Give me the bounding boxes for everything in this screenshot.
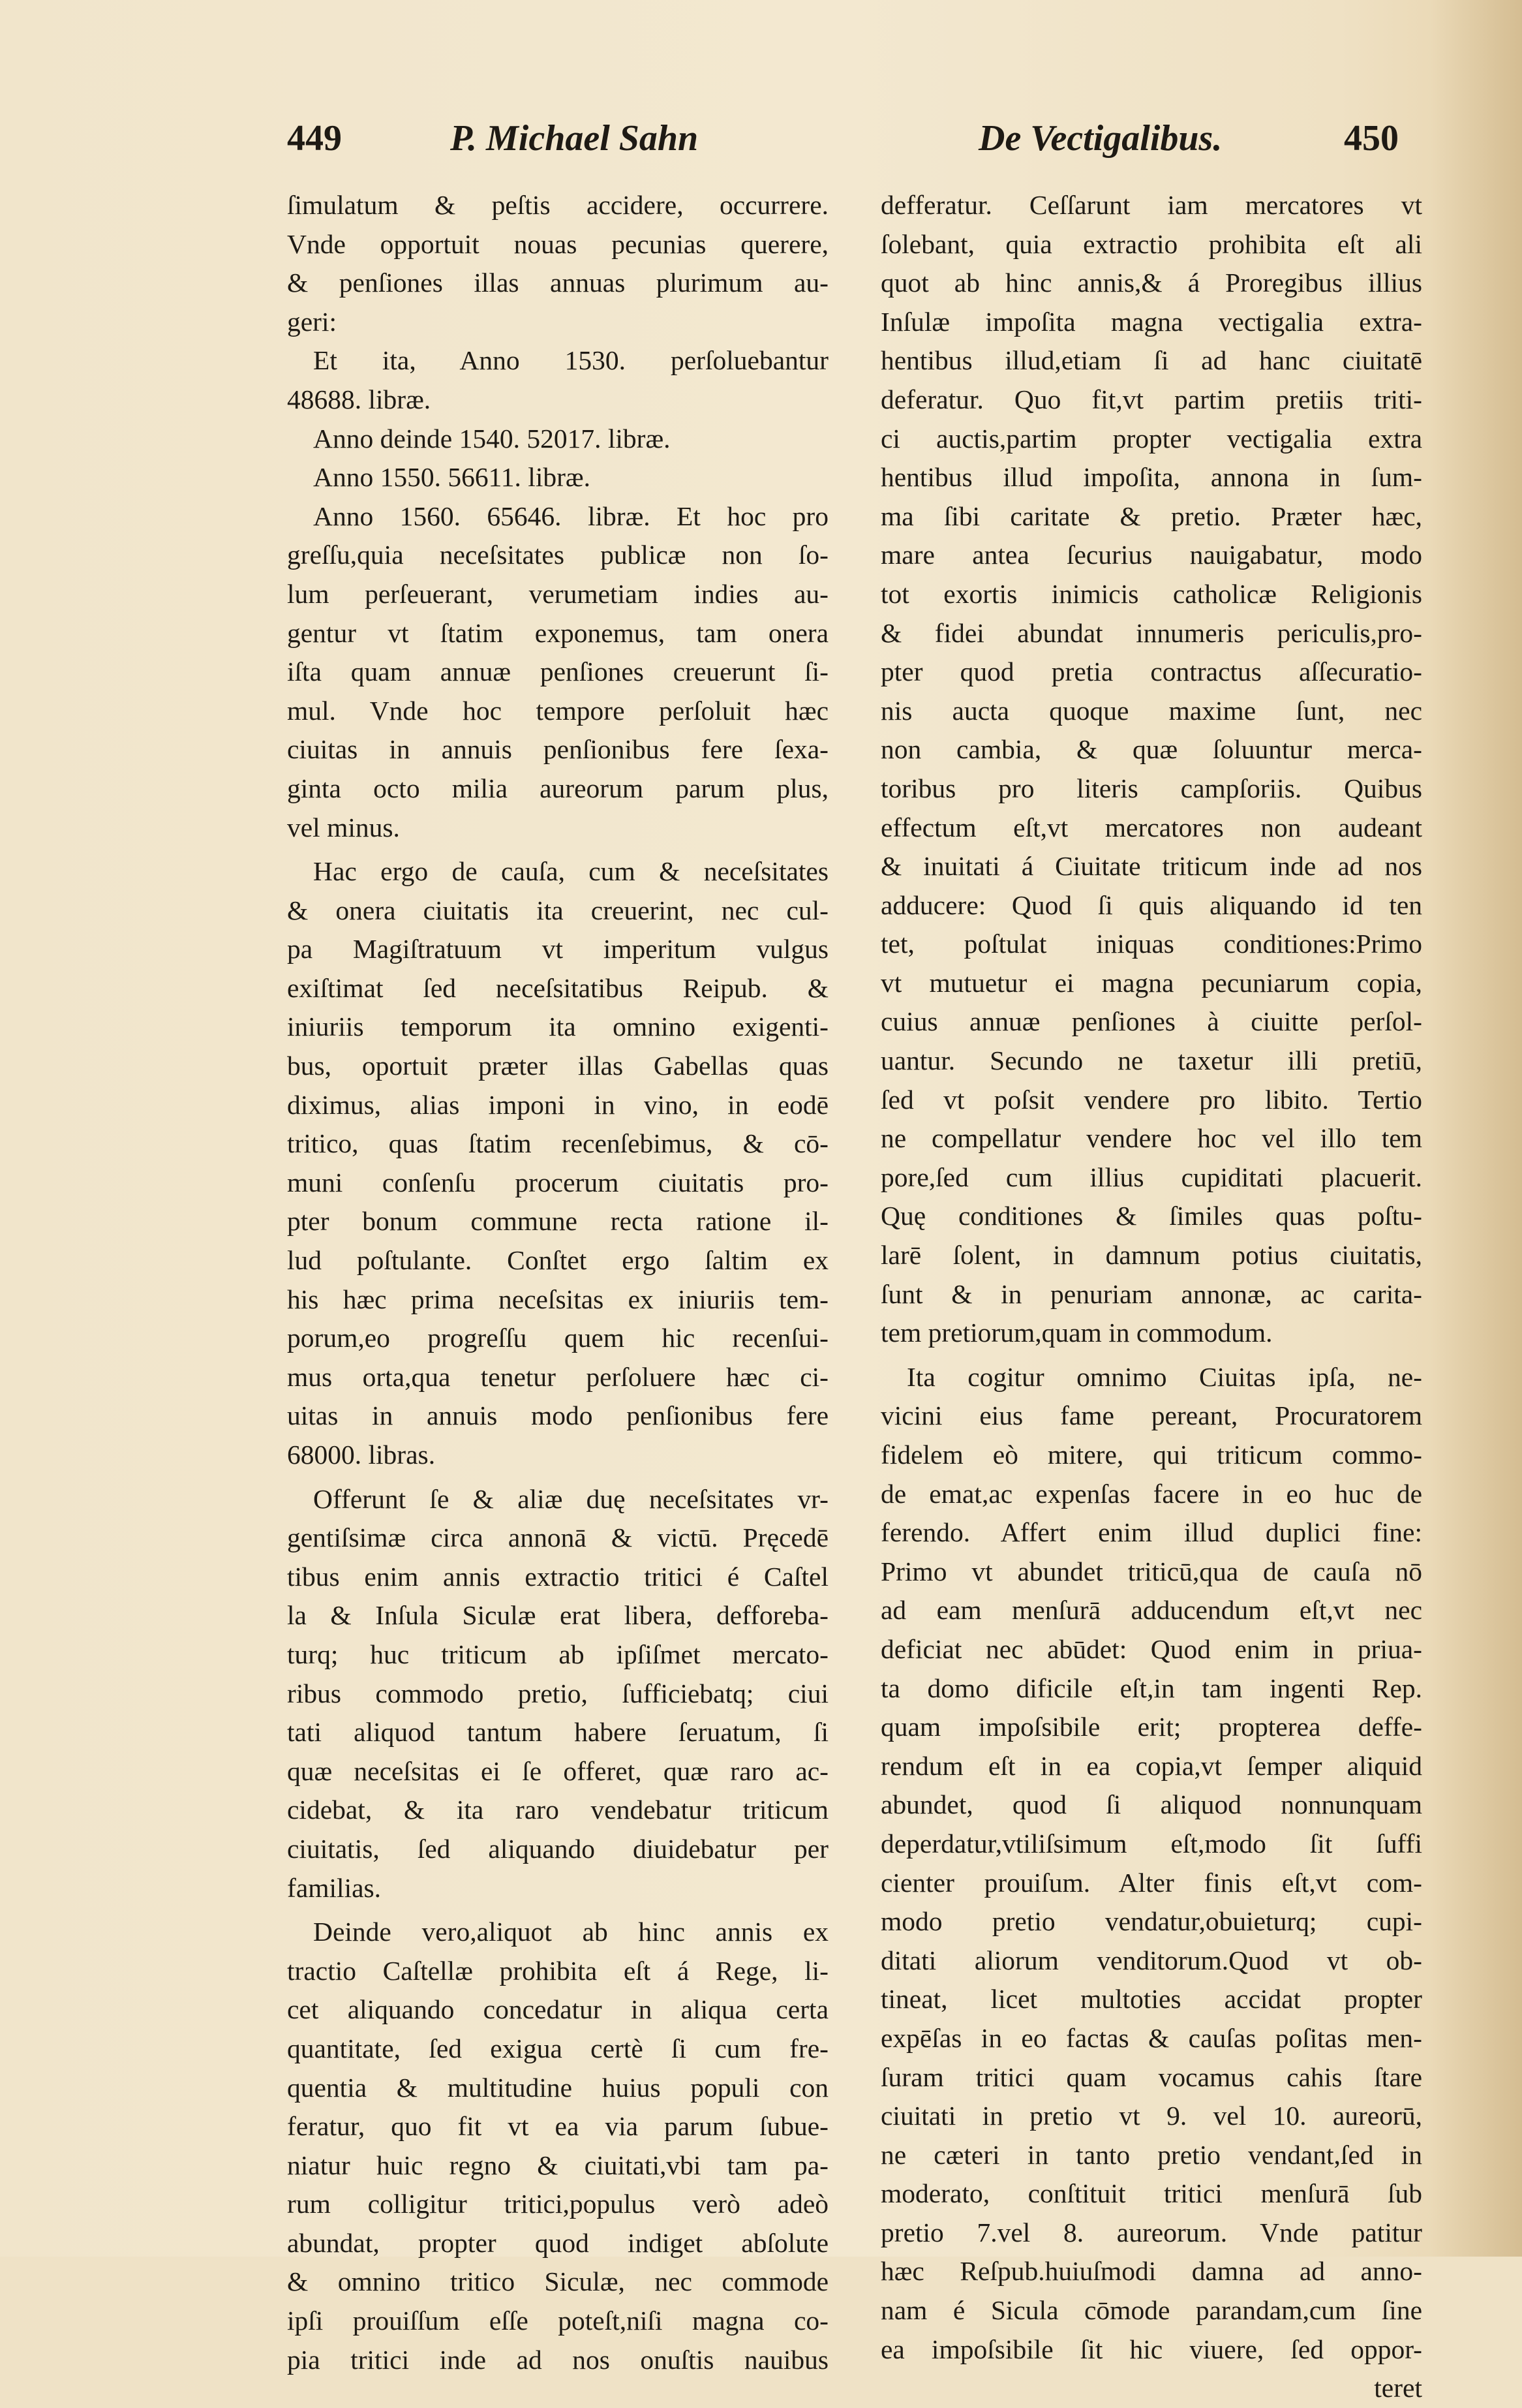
- right-text-column: [881, 186, 1422, 2408]
- text-line: lum perſeuerant, verumetiam indies au-: [287, 578, 829, 609]
- text-line: ſuram tritici quam vocamus cahis ſtare: [881, 2061, 1422, 2092]
- text-line: Anno 1560. 65646. libræ. Et hoc pro: [313, 501, 829, 531]
- text-line: rum colligitur tritici,populus verò adeò: [287, 2189, 829, 2219]
- text-line: deficiat nec abūdet: Quod enim in priua-: [881, 1633, 1422, 1664]
- text-line: hentibus illud impoſita, annona in ſum-: [881, 462, 1422, 493]
- text-line: pore,ſed cum illius cupiditati placuerit.: [881, 1162, 1422, 1192]
- text-line: ſolebant, quia extractio prohibita eſt ali: [881, 228, 1422, 259]
- text-line: la & Inſula Siculæ erat libera, defforeba-: [287, 1600, 829, 1631]
- text-line: Deinde vero,aliquot ab hinc annis ex: [313, 1917, 829, 1947]
- text-line: pia tritici inde ad nos onuſtis nauibus: [287, 2344, 829, 2375]
- text-line: & onera ciuitatis ita creuerint, nec cul-: [287, 895, 829, 925]
- text-line: hentibus illud,etiam ſi ad hanc ciuitatē: [881, 345, 1422, 376]
- text-line: ciuitatis, ſed aliquando diuidebatur per: [287, 1833, 829, 1864]
- text-line: ciuitas in annuis penſionibus fere ſexa-: [287, 734, 829, 765]
- text-line: tibus enim annis extractio tritici é Caſtel: [287, 1561, 829, 1592]
- text-line: lud poſtulante. Conſtet ergo ſaltim ex: [287, 1245, 829, 1276]
- text-line: ci auctis,partim propter vectigalia extra: [881, 423, 1422, 454]
- text-line: Offerunt ſe & aliæ duę neceſsitates vr-: [313, 1483, 829, 1514]
- text-line: teret: [1374, 2373, 1422, 2403]
- text-line: familias.: [287, 1872, 382, 1903]
- text-line: Inſulæ impoſita magna vectigalia extra-: [881, 306, 1422, 337]
- text-line: vicini eius fame pereant, Procuratorem: [881, 1400, 1422, 1431]
- text-line: toribus pro literis campſoriis. Quibus: [881, 773, 1422, 803]
- text-line: nis aucta quoque maxime ſunt, nec: [881, 695, 1422, 726]
- text-line: & omnino tritico Siculæ, nec commode: [287, 2266, 829, 2297]
- text-line: ſunt & in penuriam annonæ, ac carita-: [881, 1278, 1422, 1309]
- text-line: ea impoſsibile ſit hic viuere, ſed oppor-: [881, 2334, 1422, 2364]
- text-line: hæc Reſpub.huiuſmodi damna ad anno-: [881, 2256, 1422, 2287]
- text-line: 68000. libras.: [287, 1440, 436, 1470]
- text-line: nam é Sicula cōmode parandam,cum ſine: [881, 2295, 1422, 2326]
- text-line: expēſas in eo factas & cauſas poſitas men-: [881, 2022, 1422, 2053]
- text-line: de emat,ac expenſas facere in eo huc de: [881, 1478, 1422, 1509]
- text-line: mare antea ſecurius nauigabatur, modo: [881, 540, 1422, 570]
- text-line: Anno deinde 1540. 52017. libræ.: [313, 423, 671, 454]
- text-line: rendum eſt in ea copia,vt ſemper aliquid: [881, 1750, 1422, 1781]
- text-line: quantitate, ſed exigua certè ſi cum fre-: [287, 2033, 829, 2063]
- text-line: Hac ergo de cauſa, cum & neceſsitates: [313, 856, 829, 887]
- text-line: quæ neceſsitas ei ſe offeret, quæ raro ac-: [287, 1755, 829, 1786]
- text-line: & inuitati á Ciuitate triticum inde ad nos: [881, 851, 1422, 882]
- text-line: adducere: Quod ſi quis aliquando id ten: [881, 889, 1422, 920]
- text-line: uitas in annuis modo penſionibus fere: [287, 1400, 829, 1431]
- right-running-head: De Vectigalibus.: [979, 118, 1223, 159]
- text-line: ne compellatur vendere hoc vel illo tem: [881, 1123, 1422, 1154]
- left-text-column: [287, 186, 829, 2379]
- text-line: geri:: [287, 306, 337, 337]
- text-line: ditati aliorum venditorum.Quod vt ob-: [881, 1945, 1422, 1975]
- text-line: non cambia, & quæ ſoluuntur merca-: [881, 734, 1422, 765]
- text-line: gentur vt ſtatim exponemus, tam onera: [287, 617, 829, 648]
- text-line: ipſi prouiſſum eſſe poteſt,niſi magna co-: [287, 2306, 829, 2336]
- text-line: deperdatur,vtiliſsimum eſt,modo ſit ſuffi: [881, 1828, 1422, 1859]
- text-line: vel minus.: [287, 812, 400, 842]
- text-line: deferatur. Quo fit,vt partim pretiis triti-: [881, 384, 1422, 414]
- text-line: his hæc prima neceſsitas ex iniuriis tem-: [287, 1284, 829, 1314]
- text-line: ſed vt poſsit vendere pro libito. Tertio: [881, 1084, 1422, 1115]
- text-line: tineat, licet multoties accidat propter: [881, 1984, 1422, 2014]
- text-line: feratur, quo fit vt ea via parum ſubue-: [287, 2111, 829, 2142]
- text-line: tem pretiorum,quam in commodum.: [881, 1318, 1273, 1348]
- text-line: tet, poſtulat iniquas conditiones:Primo: [881, 929, 1422, 959]
- text-line: pter bonum commune recta ratione il-: [287, 1206, 829, 1237]
- text-line: tati aliquod tantum habere ſeruatum, ſi: [287, 1717, 829, 1748]
- text-line: exiſtimat ſed neceſsitatibus Reipub. &: [287, 972, 829, 1003]
- text-line: modo pretio vendatur,obuieturq; cupi-: [881, 1906, 1422, 1937]
- text-line: diximus, alias imponi in vino, in eodē: [287, 1089, 829, 1120]
- page-edge-shadow: [1431, 0, 1522, 2257]
- text-line: Et ita, Anno 1530. perſoluebantur: [313, 345, 829, 376]
- text-line: quam impoſsibile erit; propterea deffe-: [881, 1712, 1422, 1742]
- left-page-number: 449: [287, 118, 342, 159]
- text-line: ciuitati in pretio vt 9. vel 10. aureorū,: [881, 2101, 1422, 2131]
- text-line: quot ab hinc annis,& á Proregibus illius: [881, 268, 1422, 298]
- text-line: ſimulatum & peſtis accidere, occurrere.: [287, 190, 829, 220]
- text-line: Primo vt abundet triticū,qua de cauſa nō: [881, 1556, 1422, 1586]
- text-line: ne cæteri in tanto pretio vendant,ſed in: [881, 2139, 1422, 2170]
- text-line: fidelem eò mitere, qui triticum commo-: [881, 1440, 1422, 1470]
- text-line: moderato, conſtituit tritici menſurā ſub: [881, 2178, 1422, 2209]
- text-line: & fidei abundat innumeris periculis,pro-: [881, 617, 1422, 648]
- text-line: pretio 7.vel 8. aureorum. Vnde patitur: [881, 2217, 1422, 2247]
- text-line: niatur huic regno & ciuitati,vbi tam pa-: [287, 2150, 829, 2180]
- text-line: mul. Vnde hoc tempore perſoluit hæc: [287, 695, 829, 726]
- text-line: Vnde opportuit nouas pecunias querere,: [287, 228, 829, 259]
- text-line: porum,eo progreſſu quem hic recenſui-: [287, 1323, 829, 1353]
- text-line: ta domo dificile eſt,in tam ingenti Rep.: [881, 1673, 1422, 1703]
- text-line: cuius annuæ penſiones à ciuitte perſol-: [881, 1006, 1422, 1037]
- text-line: ma ſibi caritate & pretio. Præter hæc,: [881, 501, 1422, 531]
- text-line: tractio Caſtellæ prohibita eſt á Rege, li-: [287, 1955, 829, 1986]
- text-line: mus orta,qua tenetur perſoluere hæc ci-: [287, 1361, 829, 1392]
- text-line: gentiſsimæ circa annonā & victū. Pręcedē: [287, 1522, 829, 1553]
- text-line: muni conſenſu procerum ciuitatis pro-: [287, 1167, 829, 1197]
- text-line: tritico, quas ſtatim recenſebimus, & cō-: [287, 1128, 829, 1159]
- text-line: cidebat, & ita raro vendebatur triticum: [287, 1795, 829, 1825]
- text-line: Quę conditiones & ſimiles quas poſtu-: [881, 1201, 1422, 1231]
- text-line: iſta quam annuæ penſiones creuerunt ſi-: [287, 656, 829, 687]
- text-line: bus, oportuit præter illas Gabellas quas: [287, 1051, 829, 1081]
- text-line: greſſu,quia neceſsitates publicæ non ſo-: [287, 540, 829, 570]
- text-line: ginta octo milia aureorum parum plus,: [287, 773, 829, 803]
- text-line: defferatur. Ceſſarunt iam mercatores vt: [881, 190, 1422, 220]
- text-line: pter quod pretia contractus aſſecuratio-: [881, 656, 1422, 687]
- text-line: ribus commodo pretio, ſufficiebatq; ciui: [287, 1678, 829, 1708]
- text-line: 48688. libræ.: [287, 384, 431, 414]
- text-line: iniuriis temporum ita omnino exigenti-: [287, 1011, 829, 1042]
- text-line: uantur. Secundo ne taxetur illi pretiū,: [881, 1045, 1422, 1076]
- text-line: effectum eſt,vt mercatores non audeant: [881, 812, 1422, 842]
- text-line: larē ſolent, in damnum potius ciuitatis,: [881, 1240, 1422, 1271]
- text-line: Ita cogitur omnimo Ciuitas ipſa, ne-: [907, 1361, 1422, 1392]
- text-line: cienter prouiſum. Alter finis eſt,vt com-: [881, 1867, 1422, 1898]
- text-line: Anno 1550. 56611. libræ.: [313, 462, 590, 493]
- left-running-head: P. Michael Sahn: [450, 118, 699, 159]
- text-line: cet aliquando concedatur in aliqua certa: [287, 1994, 829, 2025]
- text-line: pa Magiſtratuum vt imperitum vulgus: [287, 934, 829, 965]
- text-line: & penſiones illas annuas plurimum au-: [287, 268, 829, 298]
- text-line: abundet, quod ſi aliquod nonnunquam: [881, 1789, 1422, 1820]
- text-line: tot exortis inimicis catholicæ Religionis: [881, 578, 1422, 609]
- text-line: ferendo. Affert enim illud duplici fine:: [881, 1517, 1422, 1548]
- text-line: abundat, propter quod indiget abſolute: [287, 2227, 829, 2258]
- right-page-number: 450: [1344, 118, 1399, 159]
- text-line: quentia & multitudine huius populi con: [287, 2072, 829, 2103]
- text-line: ad eam menſurā adducendum eſt,vt nec: [881, 1595, 1422, 1626]
- text-line: turq; huc triticum ab ipſiſmet mercato-: [287, 1639, 829, 1669]
- text-line: vt mutuetur ei magna pecuniarum copia,: [881, 967, 1422, 998]
